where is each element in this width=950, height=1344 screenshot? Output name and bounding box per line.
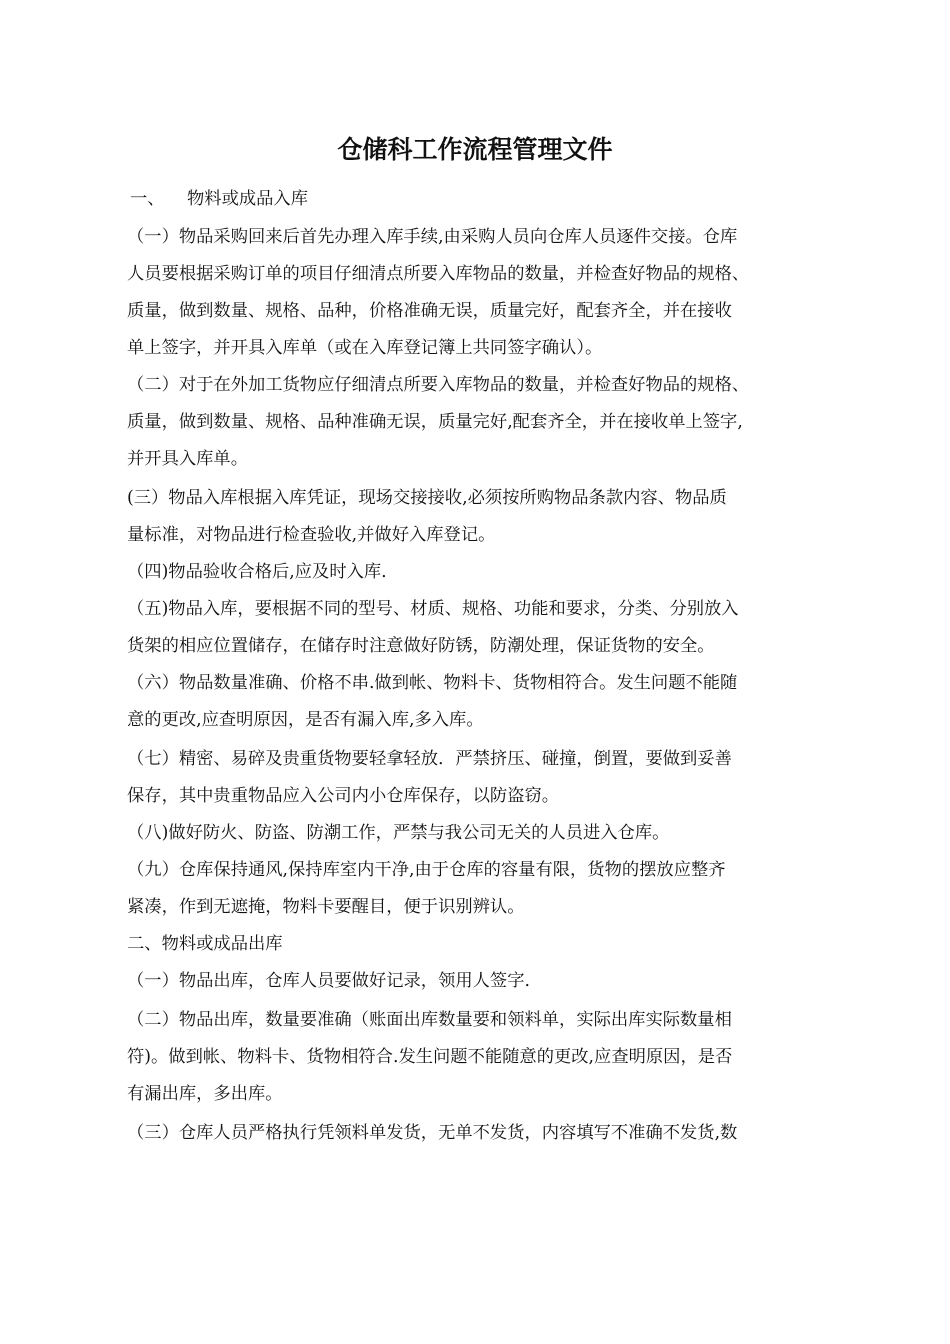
paragraph-line: （五)物品入库，要根据不同的型号、材质、规格、功能和要求，分类、分别放入 xyxy=(127,599,739,619)
paragraph-line: 货架的相应位置储存，在储存时注意做好防锈，防潮处理，保证货物的安全。 xyxy=(127,636,715,656)
paragraph-line: (三）物品入库根据入库凭证，现场交接接收,必须按所购物品条款内容、物品质 xyxy=(127,488,727,508)
paragraph-line: （三）仓库人员严格执行凭领料单发货，无单不发货，内容填写不准确不发货,数 xyxy=(127,1123,738,1143)
paragraph-line: （四)物品验收合格后,应及时入库. xyxy=(127,562,387,582)
paragraph-line: 质量，做到数量、规格、品种准确无误，质量完好,配套齐全，并在接收单上签字, xyxy=(127,412,743,432)
paragraph-line: 紧凑，作到无遮掩，物料卡要醒目，便于识别辨认。 xyxy=(127,897,525,917)
section-2-heading: 二、物料或成品出库 xyxy=(127,934,283,954)
paragraph-line: 有漏出库，多出库。 xyxy=(127,1084,283,1104)
paragraph-line: （七）精密、易碎及贵重货物要轻拿轻放．严禁挤压、碰撞，倒置，要做到妥善 xyxy=(127,749,732,769)
paragraph-line: 意的更改,应查明原因，是否有漏入库,多入库。 xyxy=(127,710,484,730)
paragraph-line: （一）物品采购回来后首先办理入库手续,由采购人员向仓库人员逐件交接。仓库 xyxy=(127,227,738,247)
paragraph-line: （二）物品出库，数量要准确（账面出库数量要和领料单，实际出库实际数量相 xyxy=(127,1010,732,1030)
paragraph-line: 质量，做到数量、规格、品种，价格准确无误，质量完好，配套齐全，并在接收 xyxy=(127,301,732,321)
section-1-title: 物料或成品入库 xyxy=(187,189,308,209)
paragraph-line: 量标准，对物品进行检查验收,并做好入库登记。 xyxy=(127,525,496,545)
paragraph-line: （八)做好防火、防盗、防潮工作，严禁与我公司无关的人员进入仓库。 xyxy=(127,823,670,843)
paragraph-line: 保存，其中贵重物品应入公司内小仓库保存，以防盗窃。 xyxy=(127,786,560,806)
paragraph-line: （九）仓库保持通风,保持库室内干净,由于仓库的容量有限，货物的摆放应整齐 xyxy=(127,860,726,880)
paragraph-line: 人员要根据采购订单的项目仔细清点所要入库物品的数量，并检查好物品的规格、 xyxy=(127,264,750,284)
paragraph-line: （六）物品数量准确、价格不串.做到帐、物料卡、货物相符合。发生问题不能随 xyxy=(127,673,738,693)
section-1-number: 一、 xyxy=(130,189,165,209)
paragraph-line: 单上签字，并开具入库单（或在入库登记簿上共同签字确认）。 xyxy=(127,338,603,358)
paragraph-line: （二）对于在外加工货物应仔细清点所要入库物品的数量，并检查好物品的规格、 xyxy=(127,375,750,395)
paragraph-line: （一）物品出库，仓库人员要做好记录，领用人签字. xyxy=(127,971,530,991)
paragraph-line: 符)。做到帐、物料卡、货物相符合.发生问题不能随意的更改,应查明原因，是否 xyxy=(127,1047,733,1067)
paragraph-line: 并开具入库单。 xyxy=(127,449,248,469)
document-title: 仓储科工作流程管理文件 xyxy=(337,135,613,164)
